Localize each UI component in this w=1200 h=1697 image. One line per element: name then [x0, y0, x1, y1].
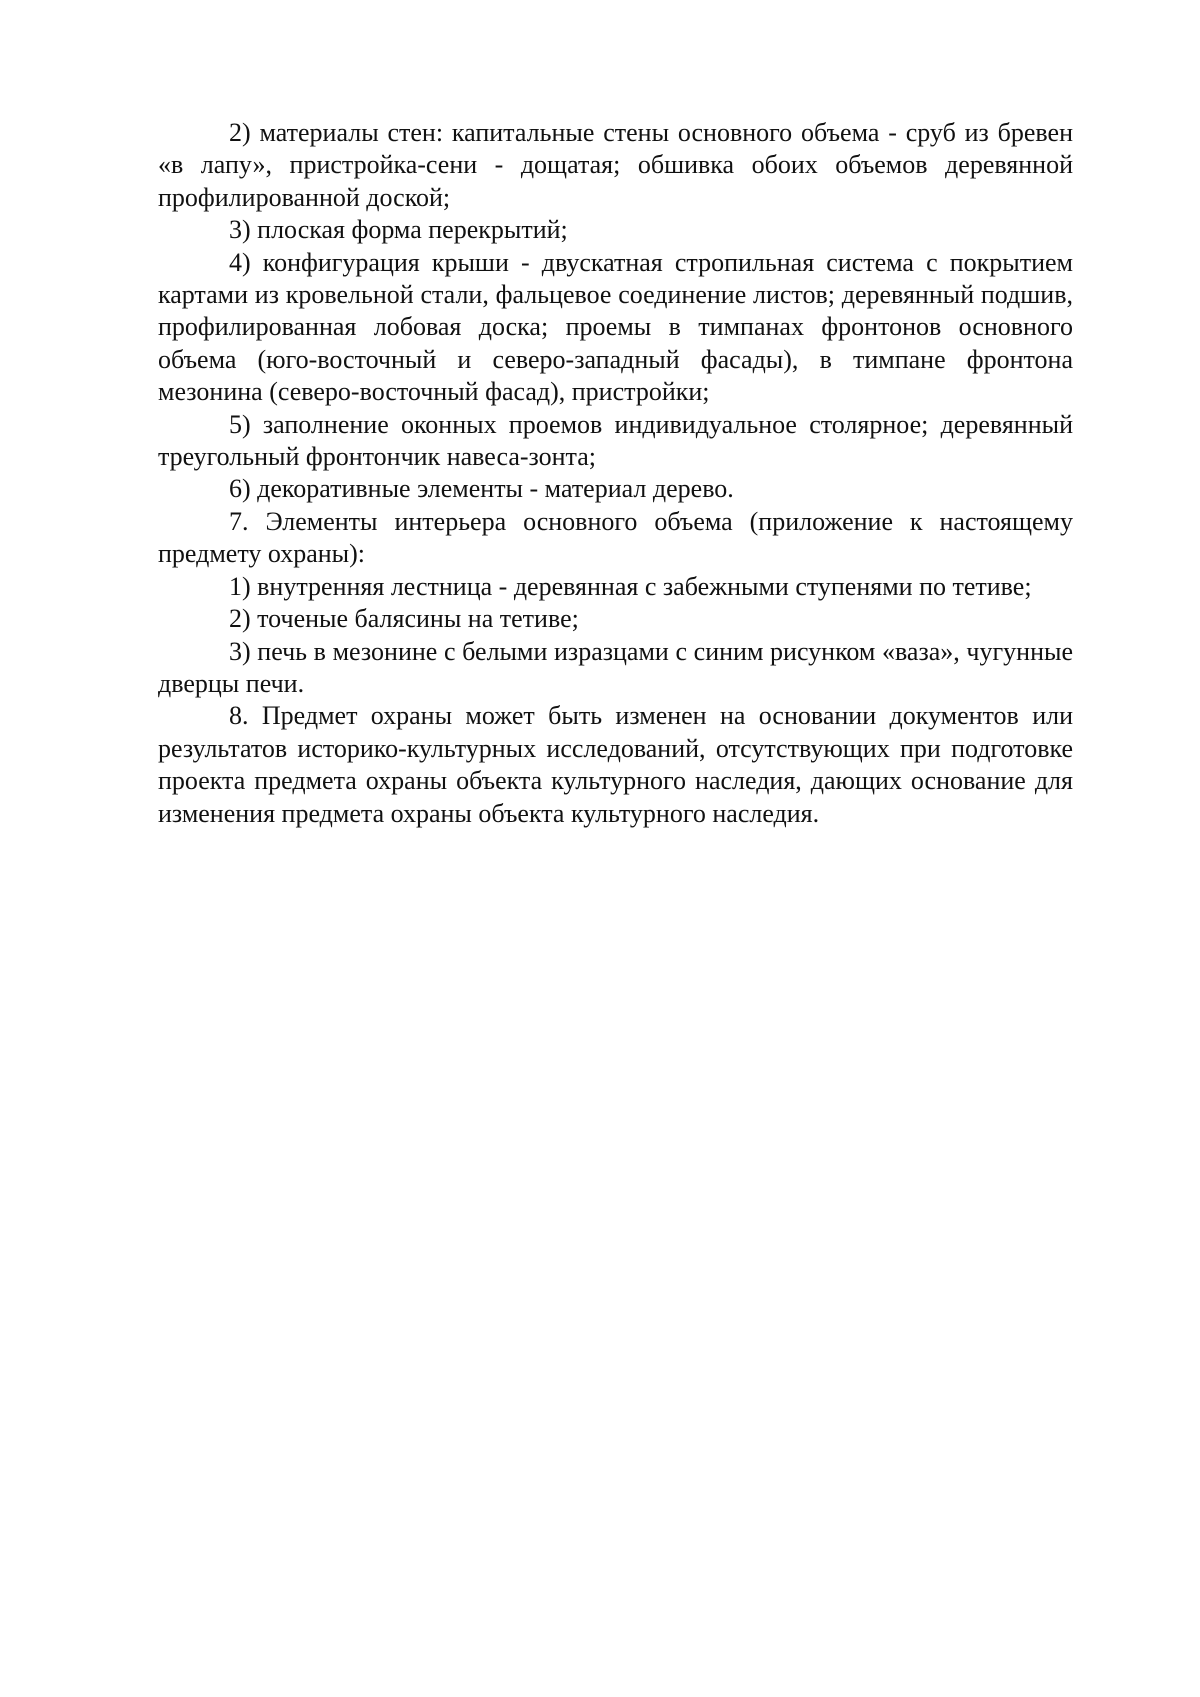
paragraph-roof-configuration: 4) конфигурация крыши - двускатная стропильная система с покрытием картами из кровельной стали, фальцевое соединение листов; деревянный подшив, профилированная лобовая доска; проемы в тимпанах фронтонов основного объема (юго-восточный и северо-западный фасады), в тимпане фронтона мезонина (северо-восточный фасад), пристройки; — [158, 247, 1073, 407]
paragraph-amendment-clause: 8. Предмет охраны может быть изменен на основании документов или результатов историко-культурных исследований, отсутствующих при подготовке проекта предмета охраны объекта культурного наследия, дающих основание для изменения предмета охраны объекта культурного наследия. — [158, 701, 1073, 828]
paragraph-interior-elements: 7. Элементы интерьера основного объема (приложение к настоящему предмету охраны): — [158, 506, 1073, 569]
document-body — [158, 117, 1073, 830]
paragraph-balusters: 2) точеные балясины на тетиве; — [229, 604, 579, 634]
paragraph-window-filling: 5) заполнение оконных проемов индивидуальное столярное; деревянный треугольный фронтончик навеса-зонта; — [158, 409, 1073, 472]
paragraph-staircase: 1) внутренняя лестница - деревянная с забежными ступенями по тетиве; — [229, 571, 1032, 601]
paragraph-wall-materials: 2) материалы стен: капитальные стены основного объема - сруб из бревен «в лапу», пристройка-сени - дощатая; обшивка обоих объемов деревянной профилированной доской; — [158, 118, 1073, 212]
paragraph-stove: 3) печь в мезонине с белыми изразцами с синим рисунком «ваза», чугунные дверцы печи. — [158, 636, 1073, 698]
paragraph-ceiling-form: 3) плоская форма перекрытий; — [229, 215, 568, 245]
paragraph-decorative-elements: 6) декоративные элементы - материал дерево. — [229, 474, 734, 504]
